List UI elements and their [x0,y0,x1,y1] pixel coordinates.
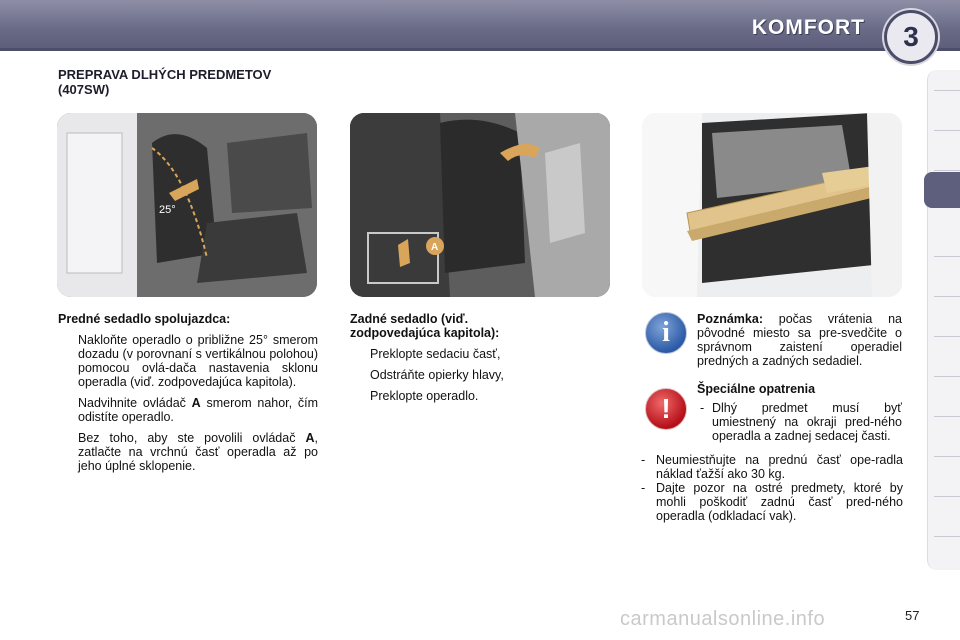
dash-marker: - [641,481,646,495]
list-item-text: Nakloňte operadlo o približne 25° smerom dozadu (v porovnaní s vertikálnou polohou) pomocou ovlá-dača nastavenia sklonu operadla (viď. zodpovedajúca kapitola). [78,333,318,389]
list-item-text: Preklopte operadlo. [370,389,479,403]
front-seat-heading: Predné sedadlo spolujazdca: [58,312,231,326]
list-item [58,431,318,473]
precaution-text: Dajte pozor na ostré predmety, ktoré by mohli poškodiť zadnú časť pred-ného operadla (odkladací vak). [656,481,903,523]
list-item [350,389,545,403]
note-text: počas vrátenia na pôvodné miesto sa pre-svedčite o správnom zaistení operadiel predných a zadných sedadiel. [697,312,902,368]
list-item-text: Preklopte sedaciu časť, [370,347,501,361]
marker-label: A [431,242,439,253]
chapter-tab-strip [927,70,960,570]
front-seat-instructions [58,312,318,480]
dash-marker: - [700,401,705,415]
precaution-item [641,481,903,523]
tab-divider [934,296,960,297]
rear-seat-heading: Zadné sedadlo (viď. zodpovedajúca kapitola): [350,312,500,340]
angle-label: 25° [159,204,176,216]
list-item [58,396,318,424]
tab-divider [934,90,960,91]
active-chapter-tab[interactable] [924,172,960,208]
tab-divider [934,170,960,171]
note-paragraph [697,312,902,368]
tab-divider [934,130,960,131]
list-item-text: , zatlačte na vrchnú časť operadla až po jeho úplné sklopenie. [78,431,318,473]
section-title: PREPRAVA DLHÝCH PREDMETOV (407SW) [58,67,272,97]
tab-divider [934,416,960,417]
precaution-list [641,453,903,523]
long-object-photo [642,113,902,297]
header-divider [0,48,960,51]
precaution-text: Dlhý predmet musí byť umiestnený na okraji pred-ného operadla a zadnej sedacej časti. [712,401,902,443]
tab-divider [934,256,960,257]
front-seat-photo [57,113,317,297]
list-item-text: Bez toho, aby ste povolili ovládač [78,431,296,445]
list-item-text: Nadvihnite ovládač [78,396,186,410]
watermark: carmanualsonline.info [620,608,826,630]
rear-seat-instructions [350,312,545,410]
rear-seat-photo [350,113,610,297]
list-item-text: Odstráňte opierky hlavy, [370,368,504,382]
dash-marker: - [641,453,646,467]
warning-icon: ! [645,388,687,430]
tab-divider [934,376,960,377]
precaution-text: Neumiestňujte na prednú časť ope-radla náklad ťažší ako 30 kg. [656,453,903,481]
page-number: 57 [905,608,920,623]
precaution-item [641,453,903,481]
tab-divider [934,336,960,337]
chapter-number-badge: 3 [884,10,938,64]
list-item [350,347,545,361]
list-item [58,333,318,389]
info-icon: i [645,312,687,354]
control-label: A [191,396,201,410]
control-label: A [305,431,315,445]
tab-divider [934,456,960,457]
chapter-title: KOMFORT [751,16,865,39]
tab-divider [934,536,960,537]
tab-divider [934,496,960,497]
list-item-text: smerom nahor, čím odistíte operadlo. [78,396,319,424]
note-label: Poznámka: [697,312,763,326]
list-item [350,368,545,382]
special-precautions-heading: Špeciálne opatrenia [697,382,816,396]
precaution-item [697,401,902,443]
